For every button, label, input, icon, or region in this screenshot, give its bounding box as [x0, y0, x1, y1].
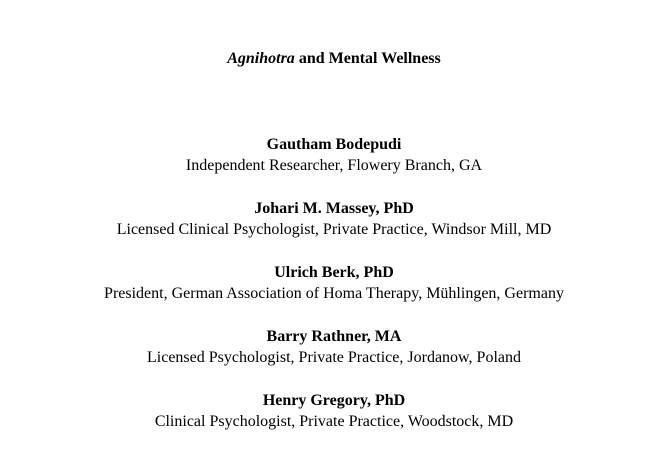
author-block: [0, 134, 668, 198]
author-block: [0, 390, 668, 454]
author-name: Henry Gregory, PhD: [262, 392, 406, 409]
author-list: [0, 134, 668, 454]
author-name: Johari M. Massey, PhD: [254, 200, 414, 217]
author-block: [0, 198, 668, 262]
author-name: Ulrich Berk, PhD: [274, 264, 394, 281]
author-affiliation: Clinical Psychologist, Private Practice, Woodstock, MD: [154, 413, 514, 430]
author-name: Barry Rathner, MA: [266, 328, 402, 345]
author-affiliation: Independent Researcher, Flowery Branch, GA: [185, 157, 483, 174]
paper-title-italic: Agnihotra: [227, 50, 295, 67]
paper-title-rest: and Mental Wellness: [294, 50, 441, 67]
author-affiliation: President, German Association of Homa Therapy, Mühlingen, Germany: [104, 285, 564, 302]
author-affiliation: Licensed Clinical Psychologist, Private Practice, Windsor Mill, MD: [116, 221, 552, 238]
author-block: [0, 326, 668, 390]
author-affiliation: Licensed Psychologist, Private Practice, Jordanow, Poland: [147, 349, 521, 366]
author-block: [0, 262, 668, 326]
paper-title: [0, 48, 668, 70]
author-name: Gautham Bodepudi: [266, 136, 402, 153]
